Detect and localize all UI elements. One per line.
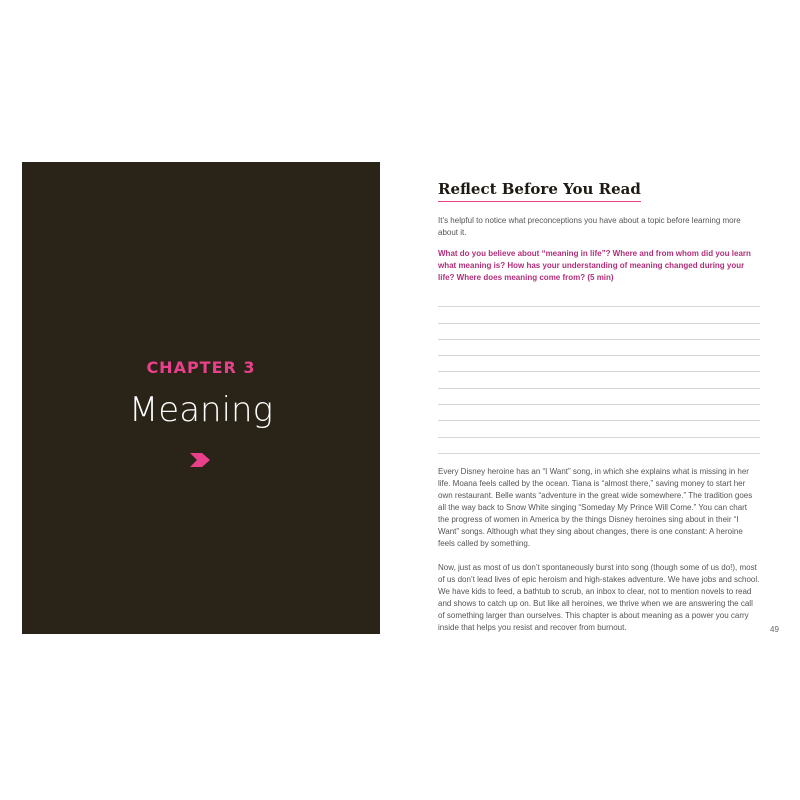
body-text: [438, 466, 760, 634]
answer-line[interactable]: [438, 421, 760, 437]
answer-line[interactable]: [438, 405, 760, 421]
chevron-right-icon: [190, 453, 210, 467]
body-paragraph: Now, just as most of us don’t spontaneously burst into song (though some of us do!), most of us don’t lead lives of epic heroism and high-stakes adventure. We have jobs and school. We have kids to feed, a bathtub to scrub, an inbox to clear, not to mention novels to read and shows to catch up on. But like all heroines, we thrive when we are answering the call of something larger than ourselves. This chapter is about meaning as a power you carry inside that helps you resist and recover from burnout.: [438, 562, 760, 632]
body-paragraph: Every Disney heroine has an “I Want” song, in which she explains what is missing in her life. Moana feels called by the ocean. Tiana is “almost there,” saving money to start her own restaurant. Belle wants “adventure in the great wide somewhere.” The tradition goes all the way back to Snow White singing “Someday My Prince Will Come.” You can chart the progress of women in America by the things Disney heroines sing about in their “I Want” songs. Although what they sing about changes, there is one constant: A heroine feels called by something.: [438, 466, 753, 548]
answer-line[interactable]: [438, 372, 760, 388]
answer-line[interactable]: [438, 356, 760, 372]
answer-line[interactable]: [438, 307, 760, 323]
reflection-prompt: What do you believe about “meaning in life”? Where and from whom did you learn what meaning is? How has your understanding of meaning changed during your life? Where does meaning come from? (5 min): [438, 249, 751, 282]
reflection-page: [438, 180, 760, 634]
chapter-title: Meaning: [128, 390, 274, 430]
page-number: 49: [770, 625, 779, 634]
intro-text: It’s helpful to notice what preconceptions you have about a topic before learning more about it.: [438, 216, 741, 237]
answer-line[interactable]: [438, 291, 760, 307]
answer-line[interactable]: [438, 324, 760, 340]
answer-lines[interactable]: [438, 291, 760, 454]
chapter-label: CHAPTER 3: [146, 358, 256, 377]
section-heading: Reflect Before You Read: [438, 180, 641, 202]
answer-line[interactable]: [438, 438, 760, 454]
chapter-opener-page: [22, 162, 380, 634]
answer-line[interactable]: [438, 389, 760, 405]
answer-line[interactable]: [438, 340, 760, 356]
